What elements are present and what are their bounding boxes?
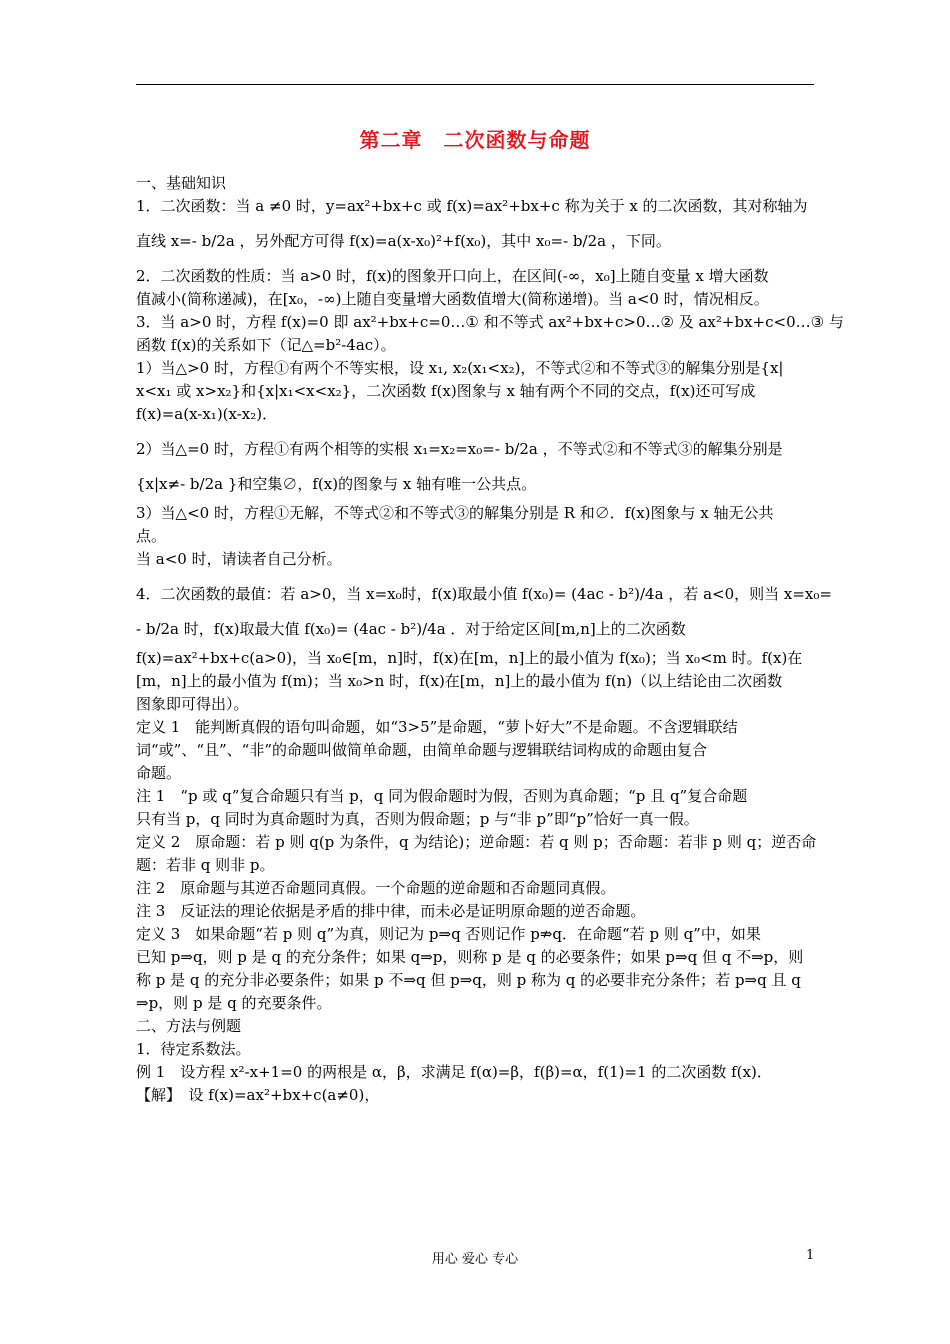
text-line: 称 p 是 q 的充分非必要条件；如果 p 不⇒q 但 p⇒q，则 p 称为 q 的必要非充分条件；若 p⇒q 且 q <box>136 971 801 989</box>
text-line: 直线 x=- b/2a ，另外配方可得 f(x)=a(x-x₀)²+f(x₀)，其中 x₀=- b/2a ，下同。 <box>136 232 671 250</box>
text-line: {x|x≠- b/2a }和空集∅，f(x)的图象与 x 轴有唯一公共点。 <box>136 475 537 493</box>
text-line: 2）当△=0 时，方程①有两个相等的实根 x₁=x₂=x₀=- b/2a ，不等式②和不等式③的解集分别是 <box>136 440 783 458</box>
text-line: 注 2 原命题与其逆否命题同真假。一个命题的逆命题和否命题同真假。 <box>136 879 616 897</box>
text-line: 二、方法与例题 <box>136 1017 242 1035</box>
chapter-title: 第二章 二次函数与命题 <box>359 128 591 152</box>
text-line: 1）当△>0 时，方程①有两个不等实根，设 x₁, x₂(x₁<x₂)，不等式②和不等式③的解集分别是{x| <box>136 359 784 377</box>
text-line: f(x)=ax²+bx+c(a>0)，当 x₀∈[m，n]时，f(x)在[m，n]上的最小值为 f(x₀)；当 x₀<m 时。f(x)在 <box>136 649 803 667</box>
text-line: 2．二次函数的性质：当 a>0 时，f(x)的图象开口向上，在区间(-∞，x₀]上随自变量 x 增大函数 <box>136 267 769 285</box>
text-line: ⇒p，则 p 是 q 的充要条件。 <box>136 994 332 1012</box>
text-line: 3）当△<0 时，方程①无解，不等式②和不等式③的解集分别是 R 和∅．f(x)图象与 x 轴无公共 <box>136 504 774 522</box>
text-line: 值减小(简称递减)，在[x₀，-∞)上随自变量增大函数值增大(简称递增)。当 a<0 时，情况相反。 <box>136 290 769 308</box>
header-rule <box>136 84 814 85</box>
text-line: 一、基础知识 <box>136 174 227 192</box>
text-line: 定义 1 能判断真假的语句叫命题，如“3>5”是命题，“萝卜好大”不是命题。不含逻辑联结 <box>136 718 738 736</box>
text-line: 当 a<0 时，请读者自己分析。 <box>136 550 342 568</box>
page-footer: 用心 爱心 专心 <box>431 1252 519 1267</box>
text-line: 4．二次函数的最值：若 a>0，当 x=x₀时，f(x)取最小值 f(x₀)= (4ac - b²)/4a ，若 a<0，则当 x=x₀= <box>136 585 832 603</box>
text-line: 已知 p⇒q，则 p 是 q 的充分条件；如果 q⇒p，则称 p 是 q 的必要条件；如果 p⇒q 但 q 不⇒p，则 <box>136 948 804 966</box>
text-line: x<x₁ 或 x>x₂}和{x|x₁<x<x₂}，二次函数 f(x)图象与 x 轴有两个不同的交点，f(x)还可写成 <box>136 382 756 400</box>
text-line: 定义 2 原命题：若 p 则 q(p 为条件，q 为结论)；逆命题：若 q 则 p；否命题：若非 p 则 q；逆否命 <box>136 833 817 851</box>
text-line: f(x)=a(x-x₁)(x-x₂)． <box>136 405 278 423</box>
text-line: 【解】 设 f(x)=ax²+bx+c(a≠0)， <box>136 1086 380 1104</box>
text-line: 注 1 “p 或 q”复合命题只有当 p，q 同为假命题时为假，否则为真命题；“p 且 q”复合命题 <box>136 787 748 805</box>
text-line: 图象即可得出）。 <box>136 695 249 713</box>
text-line: [m，n]上的最小值为 f(m)；当 x₀>n 时，f(x)在[m，n]上的最小值为 f(n)（以上结论由二次函数 <box>136 672 783 690</box>
document-body <box>136 172 844 1107</box>
text-line: 函数 f(x)的关系如下（记△=b²-4ac）。 <box>136 336 396 354</box>
text-line: 命题。 <box>136 764 182 782</box>
text-line: 1．二次函数：当 a ≠0 时，y=ax²+bx+c 或 f(x)=ax²+bx+c 称为关于 x 的二次函数，其对称轴为 <box>136 197 808 215</box>
text-line: 例 1 设方程 x²-x+1=0 的两根是 α，β，求满足 f(α)=β，f(β)=α，f(1)=1 的二次函数 f(x)． <box>136 1063 772 1081</box>
text-line: 题：若非 q 则非 p。 <box>136 856 275 874</box>
text-line: 3．当 a>0 时，方程 f(x)=0 即 ax²+bx+c=0…① 和不等式 ax²+bx+c>0…② 及 ax²+bx+c<0…③ 与 <box>136 313 844 331</box>
text-line: 定义 3 如果命题“若 p 则 q”为真，则记为 p⇒q 否则记作 p⇏q．在命题“若 p 则 q”中，如果 <box>136 925 761 943</box>
text-line: 词“或”、“且”、“非”的命题叫做简单命题，由简单命题与逻辑联结词构成的命题由复合 <box>136 741 708 759</box>
text-line: - b/2a 时，f(x)取最大值 f(x₀)= (4ac - b²)/4a ．对于给定区间[m,n]上的二次函数 <box>136 620 686 638</box>
text-line: 1．待定系数法。 <box>136 1040 251 1058</box>
text-line: 注 3 反证法的理论依据是矛盾的排中律，而未必是证明原命题的逆否命题。 <box>136 902 646 920</box>
text-line: 点。 <box>136 527 167 545</box>
text-line: 只有当 p，q 同时为真命题时为真，否则为假命题；p 与“非 p”即“p”恰好一真一假。 <box>136 810 699 828</box>
page-number: 1 <box>806 1248 815 1263</box>
